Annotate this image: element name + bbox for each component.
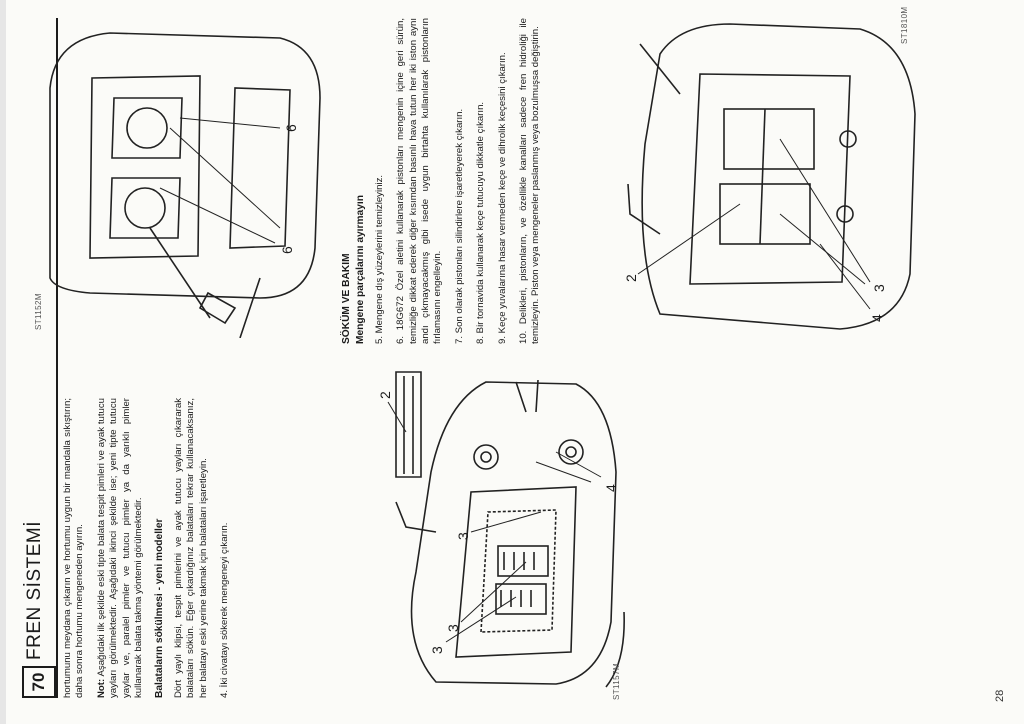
step-7: 7. Son olarak pistonları silindirlere işaretleyerek çıkarın.	[453, 108, 465, 344]
callout-3c: 3	[455, 532, 471, 540]
pads-heading: Balataların sökülmesi - yeni modeller	[154, 518, 166, 698]
callout-2: 2	[377, 391, 393, 399]
figure-caliper-clips	[620, 6, 925, 344]
step-5: 5. Mengene dış yüzeylerini temizleyiniz.	[373, 174, 385, 344]
callout-6a: 6	[279, 246, 295, 254]
caption-fig-right-top: ST1152M	[34, 293, 43, 330]
note-text: Aşağıdaki ilk şekilde eski tipte balata tespit pimleri ve ayak tutucu yayları görülmektedir. Aşağıdaki ikinci şekilde ise; yeni tipte tutucu yaylar ve, paralel pimler ve tutucu pimler ya da yarıklı pimler kullanarak balata takma yöntemi görülmektedir.	[95, 398, 145, 698]
step-4: 4. İki civatayı sökerek mengeneyi çıkarın.	[219, 522, 231, 698]
callout-3a: 3	[429, 646, 445, 654]
caption-fig-left: ST1157M	[612, 663, 621, 700]
section-title: FREN SİSTEMİ	[24, 520, 45, 660]
left-column	[62, 398, 240, 698]
subheading: Mengene parçalarını ayırmayın	[355, 195, 367, 344]
caption-fig-right-bottom: ST1810M	[900, 6, 909, 44]
folio: 28	[994, 689, 1006, 702]
caliper-pads-drawing	[376, 362, 631, 702]
step-6: 6. 18G672 Özel aletini kullanarak pistonları mengenin içine geri sürün, temizliğe dikkat ederek diğer kısımdan basınlı hava tutun her iki iston aynı andı çıkmayacakmış gibi isede uygun birtahta kullanılarak pistonların fırlamasını engelleyin.	[395, 18, 444, 344]
step-10: 10. Delikleri, pistonların, ve özellikle kanalları sadece fren hidroliği ile temizleyin. Piston veya mengeneler paslanmış veya bozulmuşsa değiştirin.	[518, 18, 542, 344]
heading-main: SÖKÜM VE BAKIM	[341, 253, 352, 344]
step-9: 9. Keçe yuvalarına hasar vermeden keçe ve dihrolik keçesini çıkarın.	[496, 52, 508, 344]
callout-4: 4	[603, 484, 619, 492]
note-label: Not:	[95, 678, 107, 698]
caliper-clips-drawing	[620, 14, 925, 344]
pads-paragraph: Dört yaylı klipsi, tespit pimlerini ve ayak tutucu yayları çıkararak balataları sökün. Eğer çıkardığınız balataları tekrar kullanacaksanız, her balatayı eski yerine takmak için balataları işaretleyin.	[172, 398, 209, 698]
page-number: 70	[22, 666, 56, 698]
figure-caliper-pads	[376, 362, 631, 702]
callout-4: 4	[869, 314, 885, 322]
callout-3: 3	[871, 284, 887, 292]
intro-paragraph: hortumunu meydana çıkarın ve hortumu uygun bir mandalla sıkıştırın; daha sonra hortumu mengeneden ayırın.	[62, 398, 86, 698]
callout-2: 2	[623, 274, 639, 282]
right-column	[335, 18, 552, 344]
figure-piston-tool	[30, 18, 330, 338]
callout-6b: 6	[283, 124, 299, 132]
note-paragraph	[96, 398, 146, 698]
piston-tool-drawing	[30, 18, 330, 338]
callout-3b: 3	[445, 624, 461, 632]
page-edge	[0, 0, 6, 724]
step-8: 8. Bir tornavida kullanarak keçe tutucuyu dikkatle çıkarın.	[475, 101, 487, 344]
